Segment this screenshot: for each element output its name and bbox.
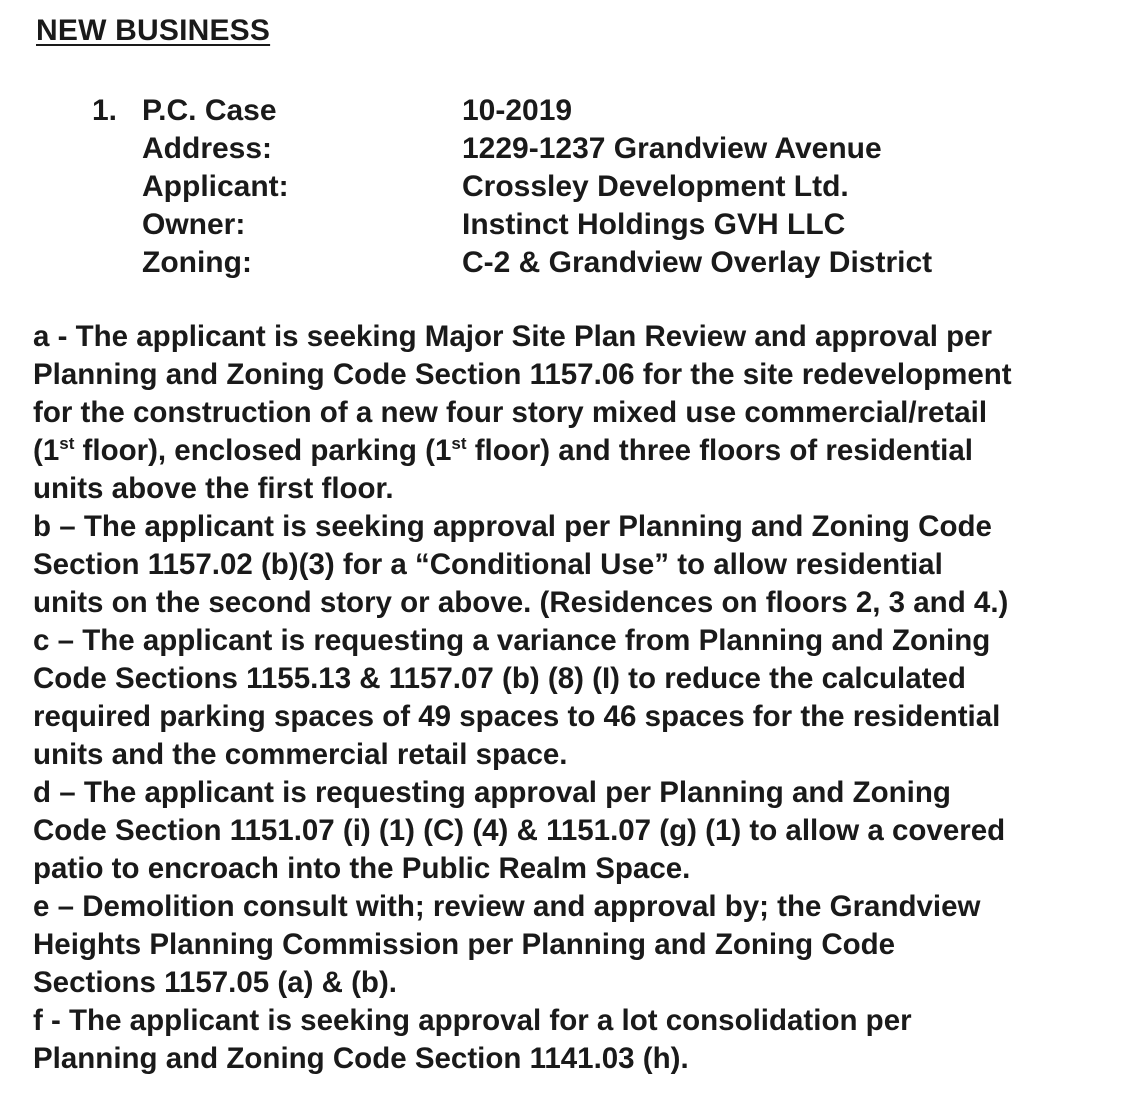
item-d-line: patio to encroach into the Public Realm Space. (33, 852, 691, 885)
case-row-pc-case (92, 92, 932, 130)
address-value: 1229-1237 Grandview Avenue (462, 132, 882, 165)
item-e-line: Sections 1157.05 (a) & (b). (33, 966, 397, 999)
item-d (33, 774, 1128, 888)
item-e (33, 888, 1128, 1002)
address-label: Address: (142, 132, 273, 165)
request-items (33, 318, 1128, 1078)
item-e-line: Heights Planning Commission per Planning and Zoning Code (33, 928, 896, 961)
item-a-line: (1st floor), enclosed parking (1st floor) and three floors of residential (33, 434, 973, 467)
zoning-label: Zoning: (142, 246, 252, 279)
owner-value: Instinct Holdings GVH LLC (462, 208, 846, 241)
ordinal-superscript: st (451, 434, 467, 454)
applicant-value: Crossley Development Ltd. (462, 170, 849, 203)
item-c-line: required parking spaces of 49 spaces to 46 spaces for the residential (33, 700, 1001, 733)
item-a-line: a - The applicant is seeking Major Site Plan Review and approval per (33, 320, 993, 353)
item-d-line: d – The applicant is requesting approval per Planning and Zoning (33, 776, 951, 809)
case-value: 10-2019 (462, 94, 573, 127)
item-b-line: b – The applicant is seeking approval per Planning and Zoning Code (33, 510, 992, 543)
item-b (33, 508, 1128, 622)
item-a-line: for the construction of a new four story mixed use commercial/retail (33, 396, 988, 429)
case-details (92, 92, 932, 282)
item-c (33, 622, 1128, 774)
applicant-label: Applicant: (142, 170, 289, 203)
case-row-applicant (92, 168, 932, 206)
item-f-line: f - The applicant is seeking approval for a lot consolidation per (33, 1004, 912, 1037)
item-f (33, 1002, 1128, 1078)
item-a-line: units above the first floor. (33, 472, 394, 505)
item-d-line: Code Section 1151.07 (i) (1) (C) (4) & 1151.07 (g) (1) to allow a covered (33, 814, 1006, 847)
item-c-line: c – The applicant is requesting a variance from Planning and Zoning (33, 624, 991, 657)
item-f-line: Planning and Zoning Code Section 1141.03 (h). (33, 1042, 689, 1075)
ordinal-superscript: st (59, 434, 75, 454)
case-row-zoning (92, 244, 932, 282)
item-b-line: units on the second story or above. (Residences on floors 2, 3 and 4.) (33, 586, 1009, 619)
case-row-owner (92, 206, 932, 244)
case-label: P.C. Case (142, 94, 277, 127)
item-a-line: Planning and Zoning Code Section 1157.06 for the site redevelopment (33, 358, 1012, 391)
section-title: NEW BUSINESS (36, 14, 271, 47)
item-c-line: units and the commercial retail space. (33, 738, 568, 771)
item-a (33, 318, 1128, 508)
zoning-value: C-2 & Grandview Overlay District (462, 246, 933, 279)
owner-label: Owner: (142, 208, 246, 241)
item-c-line: Code Sections 1155.13 & 1157.07 (b) (8) (I) to reduce the calculated (33, 662, 966, 695)
case-number: 1. (92, 94, 118, 127)
item-b-line: Section 1157.02 (b)(3) for a “Conditional Use” to allow residential (33, 548, 943, 581)
case-row-address (92, 130, 932, 168)
item-e-line: e – Demolition consult with; review and approval by; the Grandview (33, 890, 981, 923)
